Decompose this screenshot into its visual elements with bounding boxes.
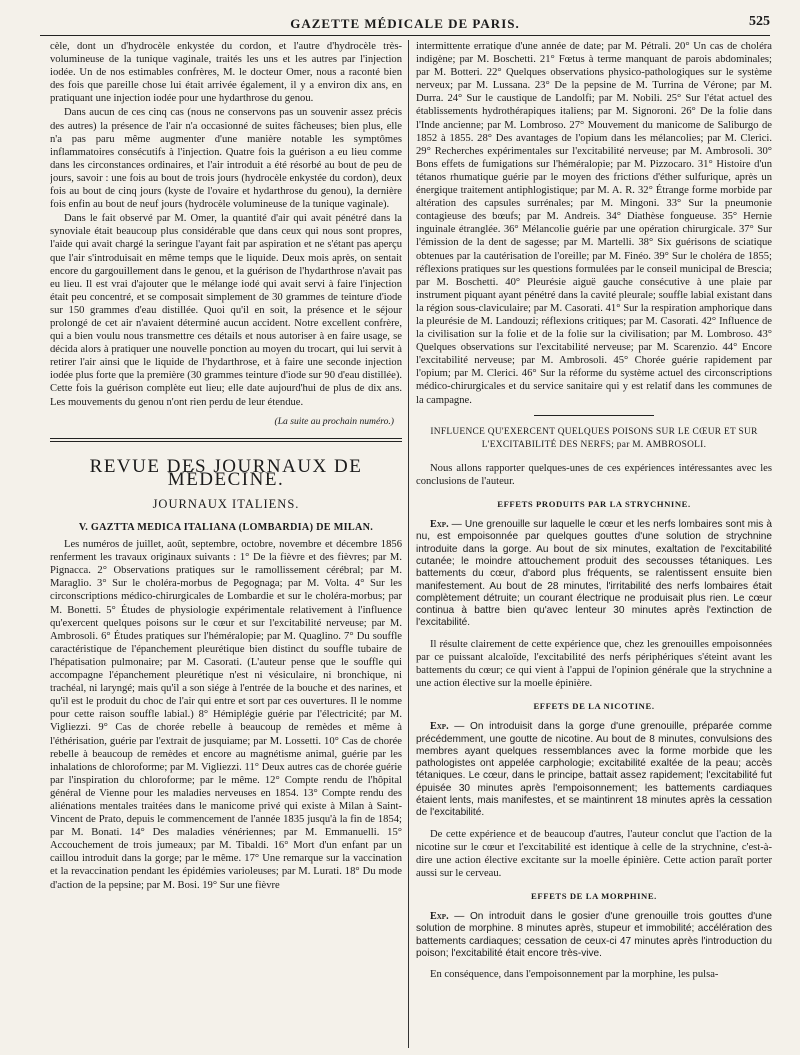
experiment-label: Exp. [430,911,449,923]
experiment-body: — On introduisit dans la gorge d'une grenouille, préparée comme précédemment, une goutte de nicotine. Au bout de 8 minutes, convulsions des membres ayant quelques ressemblances avec la forme morbide que les pathologistes ont appelée carphologie; excitabilité exaltée de la peau; accès tétaniques. Le cœur, dans le principe, battait assez rapidement; l'excitabilité fut épuisée 30 minutes après l'empoisonnement; les battements cardiaques étaient lents, mais manifestes, et se maintinrent 18 minutes après la cessation de l'excitabilité. [416,721,772,819]
experiment-text [416,911,772,960]
experiment-heading: EFFETS DE LA MORPHINE. [531,890,657,901]
experiment-body: — Une grenouille sur laquelle le cœur et les nerfs lombaires sont mis à nu, est empoisonnée par quelques gouttes d'une solution de strychnine introduite dans la gorge. Au bout de six minutes, exaltation de l'excitabilité cutanée; le moindre attouchement produit des secousses tétaniques. Les battements du cœur, d'abord plus fréquents, se ralentissent ensuite bien manifestement. Au bout de 28 minutes, l'irritabilité des nerfs lombaires était complètement détruite; un courant électrique ne produisait plus rien. Le cœur continua à battre bien qu'avec lenteur 30 minutes après l'extinction de l'excitabilité. [416,519,772,629]
right-column [416,40,772,1048]
article-heading: INFLUENCE QU'EXERCENT QUELQUES POISONS SUR LE CŒUR ET SUR L'EXCITABILITÉ DES NERFS; par M. AMBROSOLI. [430,426,758,450]
column-divider [408,40,409,1048]
section-title: REVUE DES JOURNAUX DE MÉDECINE. [89,455,363,490]
experiment-heading: EFFETS PRODUITS PAR LA STRYCHNINE. [497,499,691,509]
section-divider [50,438,402,442]
left-column [50,40,402,1048]
paragraph: De cette expérience et de beaucoup d'autres, l'auteur conclut que l'action de la nicotine sur le cœur et l'excitabilité est identique à celle de la strychnine, c'est-à-dire une action élective excitante sur la moelle épinière. Cette action paraît porter aussi sur le cerveau. [416,828,772,879]
paragraph: Dans le fait observé par M. Omer, la quantité d'air qui avait pénétré dans la synoviale était beaucoup plus considérable que dans ceux qui nous sont propres, l'aide qui avait chargé la seringue l'ayant fait par aspiration et ne s'étant pas aperçu que l'air s'introduisait en même temps que le liquide. Deux mois après, on sentait encore du gargouillement dans le genou, et la guérison de l'hydarthrose n'avait pas eu lieu. Il est vrai d'ajouter que le mélange iodé qui avait servi à faire l'injection était peu concentré, et se composait simplement de 30 grammes de teinture d'iode sur 150 grammes d'eau distillée. Quoi qu'il en soit, la présence et le séjour prolongé de cet air n'avaient déterminé aucun accident. Notre excellent confrère, qui a bien voulu nous transmettre ces détails et nous autoriser à en faire usage, se décida alors à pratiquer une nouvelle ponction au moyen du trocart, qui lui servit à retirer l'air ainsi que le liquide de l'hydarthrose, et à faire une seconde injection iodée plus forte que la première (30 grammes teinture d'iode sur 90 d'eau distillée). Cette fois la guérison complète eut lieu; elle date aujourd'hui de plus de dix ans. Les mouvements du genou n'ont rien perdu de leur étendue. [50,213,402,408]
experiment-text [416,721,772,819]
experiment-heading: EFFETS DE LA NICOTINE. [533,701,655,712]
subsection-title: JOURNAUX ITALIENS. [152,496,300,511]
divider [534,415,654,416]
paragraph: Il résulte clairement de cette expérience que, chez les grenouilles empoisonnées par ce puissant alcaloïde, l'excitabilité des nerfs périphériques s'éteint avant les battements du cœur; ce qui vient à l'appui de l'opinion générale que la strychnine a une action élective sur la moelle épinière. [416,638,772,690]
page-number: 525 [749,14,770,29]
experiment-label: Exp. [430,721,449,733]
experiment-body: — On introduit dans le gosier d'une grenouille trois gouttes d'une solution de morphine. 8 minutes après, stupeur et immobilité; accélération des battements cardiaques; cessation de ceux-ci 47 minutes après l'introduction du poison; l'excitabilité était encore très-vive. [416,911,772,959]
experiment-text [416,519,772,630]
paragraph: cèle, dont un d'hydrocèle enkystée du cordon, et l'autre d'hydrocèle très-volumineuse de la tunique vaginale, traités les uns et les autres par l'injection iodée. Un de nos estimables confrères, M. le docteur Omer, nous a raconté bien des fois que pareille chose lui était arrivée également, il y a environ dix ans, en pratiquant une injection iodée pour une hydarthrose du genou. [50,41,402,105]
paragraph: intermittente erratique d'une année de date; par M. Pétrali. 20° Un cas de choléra indigène; par M. Boschetti. 21° Fœtus à terme manquant de parois abdominales; par M. Botteri. 22° Quelques observations physico-pathologiques sur le système nerveux; par M. Lussana. 23° De la pepsine de M. Turrina de Vérone; par M. Durra. 24° Sur le caustique de Landolfi; par M. Nobili. 25° Sur l'état actuel des établissements hydrothérapiques italiens; par M. Signoroni. 26° De la folie dans l'Inde ancienne; par M. Lombroso. 27° Mouvement du manicome de Saliburgo de 1852 à 1855. 28° Des avantages de l'opium dans les mélancolies; par M. Clerici. 29° Recherches expérimentales sur l'excitabilité nerveuse; par M. Ambrosoli. 30° Bons effets de fumigations sur l'héméralopie; par M. Pizzocaro. 31° Histoire d'un tétanos rhumatique guérie par le moyen des frictions d'éther sulfurique, après un énergique traitement antiphlogistique; par M. A. R. 32° Étrange forme morbide par altération des capsules surrénales; par M. Mingoni. 33° Sur la pneumonie contagieuse des bœufs; par M. Andreis. 34° Diathèse fongueuse. 35° Hernie inguinale étranglée. 36° Mélancolie guérie par une opération chirurgicale. 37° Sur l'émission de la dent de sagesse; par M. Martelli. 38° Six guérisons de sciatique obtenues par la cautérisation de l'oreille; par M. Finéo. 39° Sur le choléra de 1855; réflexions pratiques sur les questions formulées par le conseil municipal de Brescia; par M. Boschetti. 40° Pleurésie aiguë gauche consécutive à une plaie par instrument piquant ayant pénétré dans la cavité pleurale; souffle labial existant dans la région sous-claviculaire; par M. Casorati. 41° Sur la respiration amphorique dans la pleurésie de M. Landouzi; réflexions critiques; par M. Casorati. 42° Influence de la civilisation sur la folie et de la folie sur la civilisation; par M. Lombroso. 43° Quelques observations sur l'excitabilité nerveuse; par M. Scarenzio. 44° Encore l'excitabilité nerveuse; par M. Ambrosoli. 45° Chorée guérie rapidement par l'opium; par M. Clerici. 46° Sur la réforme du système actuel des circonscriptions médico-chirurgicales et du service sanitaire qui y est relatif dans les communes de la campagne. [416,41,772,406]
paragraph: Dans aucun de ces cinq cas (nous ne conservons pas un souvenir assez précis des autres) la présence de l'air n'a occasionné de suites fâcheuses; bien plus, elle n'a pas paru même augmenter d'une manière notable les symptômes inflammatoires consécutifs à l'injection. Quatre fois la guérison a eu lieu comme dans les circonstances ordinaires, et l'air introduit a été résorbé au bout de peu de jours, savoir : une fois au bout de trois jours (hydrocèle enkystée du cordon), deux fois au bout de cinq jours (kyste de l'ovaire et hydarthrose du genou), la dernière fois enfin au bout de neuf jours (hydrocèle volumineuse de la tunique vaginale). [50,107,402,211]
publication-title: GAZETTE MÉDICALE DE PARIS. [290,16,520,31]
continuation-note: (La suite au prochain numéro.) [274,415,394,427]
journal-title: V. GAZTTA MEDICA ITALIANA (LOMBARDIA) DE MILAN. [78,522,374,533]
paragraph: Nous allons rapporter quelques-unes de ces expériences intéressantes avec les conclusions de l'auteur. [416,462,772,487]
paragraph: Les numéros de juillet, août, septembre, octobre, novembre et décembre 1856 renferment les travaux originaux suivants : 1° De la fièvre et des fièvres; par M. Pignacca. 2° Observations pratiques sur le ramollissement cérébral; par M. Maraglio. 3° Sur le choléra-morbus de Pegognaga; par M. Volta. 4° Sur les circonscriptions médico-chirurgicales de Lombardie et sur le choléra-morbus; par M. Bonetti. 5° Études de physiologie expérimentale relativement à l'influence qu'exercent quelques poisons sur le cœur et sur l'excitabilité nerveuse; par M. Ambrosoli. 6° Études pratiques sur l'héméralopie; par M. Quaglino. 7° Du souffle caractéristique de l'épanchement pleurétique bien distinct du souffle tubaire de l'hépatisation pulmonaire; par M. Casorati. (L'auteur pense que le souffle qui accompagne l'épanchement pleurétique n'est ni vésiculaire, ni bronchique, ni trachéal, ni laryngé; mais qu'il a son siége à l'entrée de la bouche et des narines, et qu'il est le produit du choc de l'air qui entre et sort par ces ouvertures. Il le nomme pour cette raison souffle labial.) 8° Hémiplégie guérie par l'électricité; par M. Vigliezzi. 9° Cas de chorée rebelle à beaucoup de remèdes et même à l'éthérisation, guérie par l'extrait de jusquiame; par M. Lossetti. 10° Cas de chorée rebelle à beaucoup de remèdes et encore au magnétisme animal, guérie par les inhalations de chloroforme; par M. Vigliezzi. 11° Deux autres cas de chorée guérie par l'inspiration du chloroforme; par le même. 12° Compte rendu de l'hôpital général de Vienne pour les maladies nerveuses en 1854. 13° Compte rendu des aliénations mentales traitées dans le manicome privé qui existe à Milan à Saint-Vincent de Prato, depuis le commencement de l'année 1835 jusqu'à la fin de 1854; par M. Bonati. 14° Des maladies vénériennes; par M. Emmanuelli. 15° Accouchement de trois jumeaux; par M. Tibaldi. 16° Mort d'un enfant par un caillou introduit dans la gorge; par le même. 17° Une remarque sur la vaccination et la revaccination pendant les épidémies varioleuses; par M. Lurati. 18° Du mode d'action de la pepsine; par M. Bosi. 19° Sur une fièvre [50,539,402,891]
experiment-label: Exp. [430,519,449,531]
paragraph: En conséquence, dans l'empoisonnement par la morphine, les pulsa- [430,969,719,981]
running-head [40,10,770,36]
